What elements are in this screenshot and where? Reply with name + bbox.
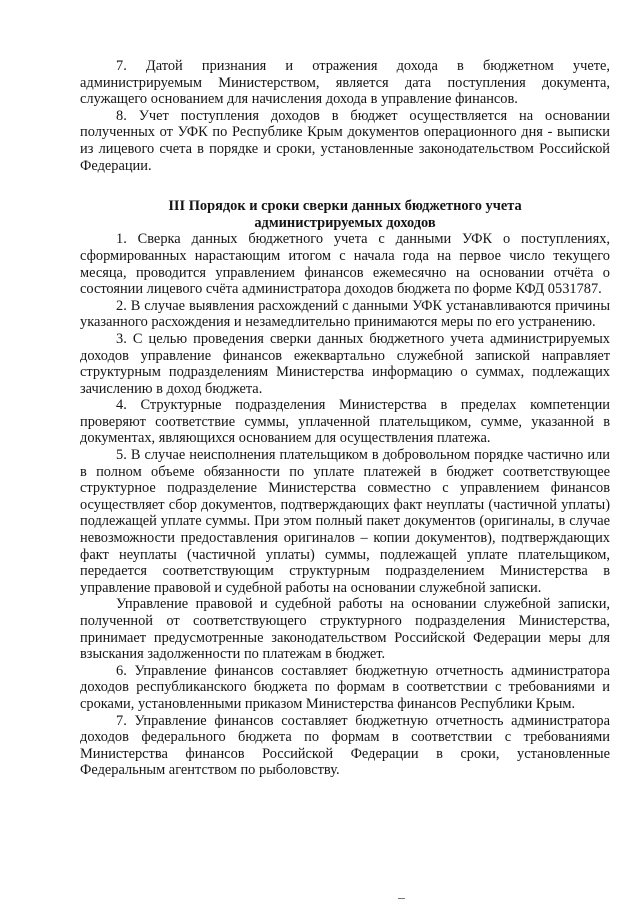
paragraph-federal-reporting: 7. Управление финансов составляет бюджетную отчетность администратора доходов федерального бюджета по формам в соответствии с требованиями Министерства финансов Российской Федерации в сроки, установленные Федеральным агентством по рыболовству. <box>80 712 610 779</box>
footer-mark <box>398 898 405 899</box>
paragraph-recognition-date: 7. Датой признания и отражения дохода в бюджетном учете, администрируемым Министерством, является дата поступления документа, служащего основанием для начисления дохода в управление финансов. <box>80 58 610 108</box>
section-heading-line2: администрируемых доходов <box>254 214 436 231</box>
paragraph-discrepancies: 2. В случае выявления расхождений с данными УФК устанавливаются причины указанного расхождения и незамедлительно принимаются меры по его устранению. <box>80 297 610 331</box>
section-heading <box>80 198 610 231</box>
section-heading-line1: III Порядок и сроки сверки данных бюджетного учета <box>168 198 522 215</box>
paragraph-non-payment: 5. В случае неисполнения плательщиком в добровольном порядке частично или в полном объеме обязанности по уплате платежей в бюджет соответствующее структурное подразделение Министерства совместно с управлением финансов осуществляет сбор документов, подтверждающих факт неуплаты (частичной уплаты) подлежащей уплате суммы. При этом полный пакет документов (оригиналы, в случае невозможности предоставления оригиналов – копии документов), подтверждающих факт неуплаты (частичной уплаты) суммы, подлежащей уплате плательщиком, передается соответствующим структурным подразделением Министерства в управление правовой и судебной работы на основании служебной записки. <box>80 447 610 596</box>
paragraph-income-accounting: 8. Учет поступления доходов в бюджет осуществляется на основании полученных от УФК по Республике Крым документов операционного дня - выписки из лицевого счета в порядке и сроки, установленные законодательством Российской Федерации. <box>80 107 610 174</box>
paragraph-reconciliation: 1. Сверка данных бюджетного учета с данными УФК о поступлениях, сформированных нарастающим итогом с начала года на первое число текущего месяца, проводится управлением финансов ежемесячно на основании отчёта о состоянии лицевого счёта администратора доходов бюджета по форме КФД 0531787. <box>80 231 610 298</box>
document-page <box>80 58 610 779</box>
paragraph-republic-reporting: 6. Управление финансов составляет бюджетную отчетность администратора доходов республиканского бюджета по формам в соответствии с требованиями и сроками, установленными приказом Министерства финансов Республики Крым. <box>80 662 610 712</box>
paragraph-quarterly-memo: 3. С целью проведения сверки данных бюджетного учета администрируемых доходов управление финансов ежеквартально служебной запиской направляет структурным подразделениям Министерства информацию о суммах, подлежащих зачислению в доход бюджета. <box>80 330 610 397</box>
paragraph-legal-department: Управление правовой и судебной работы на основании служебной записки, полученной от соответствующего структурного подразделения Министерства, принимает предусмотренные законодательством Российской Федерации меры для взыскания задолженности по платежам в бюджет. <box>80 596 610 663</box>
paragraph-verification: 4. Структурные подразделения Министерства в пределах компетенции проверяют соответствие суммы, уплаченной плательщиком, сумме, указанной в документах, являющихся основанием для осуществления платежа. <box>80 397 610 447</box>
